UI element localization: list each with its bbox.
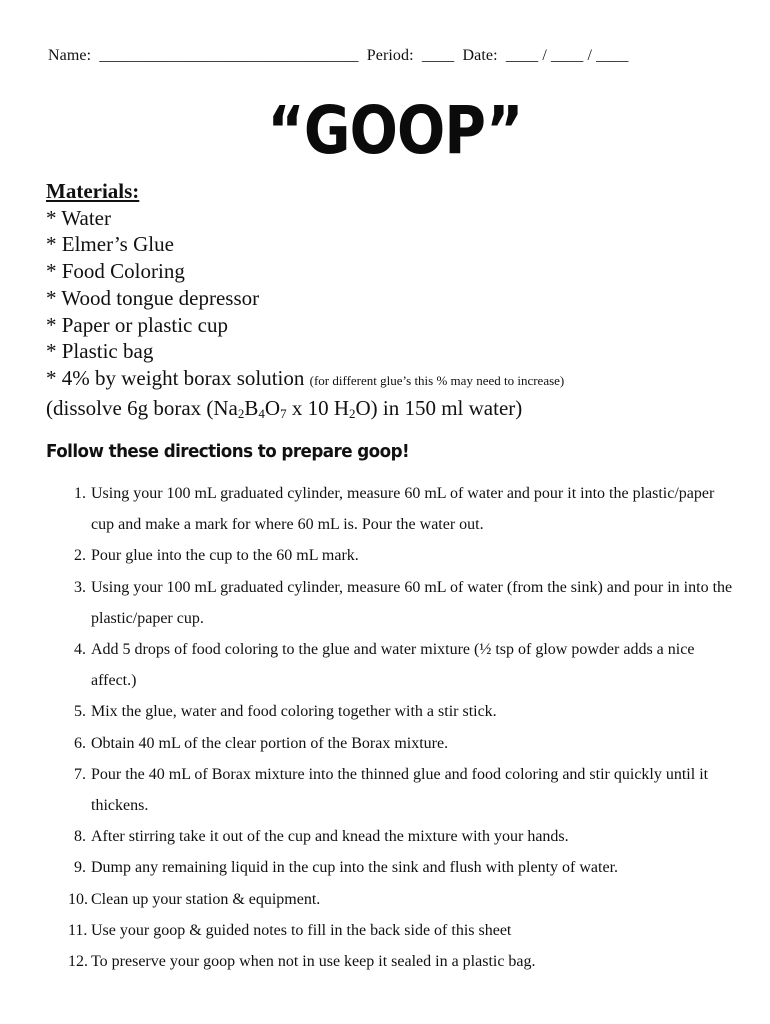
student-info-line: Name: ________________________________ Period: ____ Date: ____ / ____ / ____ <box>48 47 629 64</box>
step-text: Pour the 40 mL of Borax mixture into the thinned glue and food coloring and stir quickly until it thickens. <box>91 765 709 815</box>
borax-line: * 4% by weight borax solution <box>46 365 310 390</box>
step-text: Mix the glue, water and food coloring together with a stir stick. <box>91 703 497 721</box>
step-text: Pour glue into the cup to the 60 mL mark. <box>91 547 359 565</box>
dissolve-text: B <box>244 395 259 420</box>
materials-list <box>46 205 564 422</box>
direction-step <box>46 696 736 727</box>
direction-step <box>46 728 736 759</box>
directions-heading: Follow these directions to prepare goop! <box>46 441 410 462</box>
subscript: 4 <box>258 405 265 421</box>
subscript: 7 <box>280 405 287 421</box>
step-number: 2. <box>74 547 86 565</box>
step-number: 7. <box>74 765 86 783</box>
borax-note: (for different glue’s this % may need to increase) <box>309 372 565 388</box>
step-number: 1. <box>74 485 86 502</box>
direction-step <box>46 915 736 946</box>
direction-step <box>46 759 736 821</box>
step-number: 8. <box>74 828 86 846</box>
material-item-borax <box>46 365 564 395</box>
step-number: 10. <box>68 890 88 908</box>
material-item: * Wood tongue depressor <box>46 285 260 310</box>
step-text: To preserve your goop when not in use keep it sealed in a plastic bag. <box>91 953 536 971</box>
material-item: * Elmer’s Glue <box>46 232 174 257</box>
direction-step <box>46 572 736 634</box>
step-text: Use your goop & guided notes to fill in the back side of this sheet <box>91 921 512 939</box>
direction-step <box>46 884 736 915</box>
step-number: 3. <box>74 578 86 596</box>
direction-step <box>46 478 736 540</box>
dissolve-text-pre: (dissolve 6g borax (Na <box>46 395 238 420</box>
step-text: Clean up your station & equipment. <box>91 890 321 908</box>
subscript: 2 <box>348 405 356 421</box>
step-number: 12. <box>68 953 88 971</box>
step-number: 11. <box>68 921 88 939</box>
direction-step <box>46 821 736 852</box>
direction-step <box>46 634 736 696</box>
directions-list <box>46 478 736 977</box>
materials-heading: Materials: <box>46 179 140 203</box>
step-number: 4. <box>74 641 86 659</box>
direction-step <box>46 852 736 883</box>
step-number: 9. <box>74 859 86 877</box>
material-item: * Plastic bag <box>46 339 154 364</box>
material-item: * Food Coloring <box>46 259 185 284</box>
step-text: Dump any remaining liquid in the cup into the sink and flush with plenty of water. <box>91 859 619 877</box>
step-number: 6. <box>74 734 86 752</box>
dissolve-text: O <box>264 395 281 420</box>
dissolve-instruction <box>46 395 564 422</box>
subscript: 2 <box>237 405 245 421</box>
page-title: “GOOP” <box>267 92 523 169</box>
step-text: Add 5 drops of food coloring to the glue and water mixture (½ tsp of glow powder adds a nice affect.) <box>91 641 695 690</box>
direction-step <box>46 946 736 977</box>
dissolve-text-post: O) in 150 ml water) <box>355 395 523 420</box>
materials-section <box>46 178 564 421</box>
step-text: Using your 100 mL graduated cylinder, measure 60 mL of water (from the sink) and pour in into the plastic/paper cup. <box>91 578 733 627</box>
step-number: 5. <box>74 703 86 721</box>
dissolve-text: x 10 H <box>286 395 349 420</box>
material-item: * Water <box>46 205 111 230</box>
step-text: After stirring take it out of the cup and knead the mixture with your hands. <box>91 828 569 846</box>
direction-step <box>46 540 736 571</box>
step-text: Using your 100 mL graduated cylinder, measure 60 mL of water and pour it into the plastic/paper cup and make a mark for where 60 mL is. Pour the water out. <box>91 485 715 534</box>
step-text: Obtain 40 mL of the clear portion of the Borax mixture. <box>91 734 449 752</box>
material-item: * Paper or plastic cup <box>46 312 228 337</box>
